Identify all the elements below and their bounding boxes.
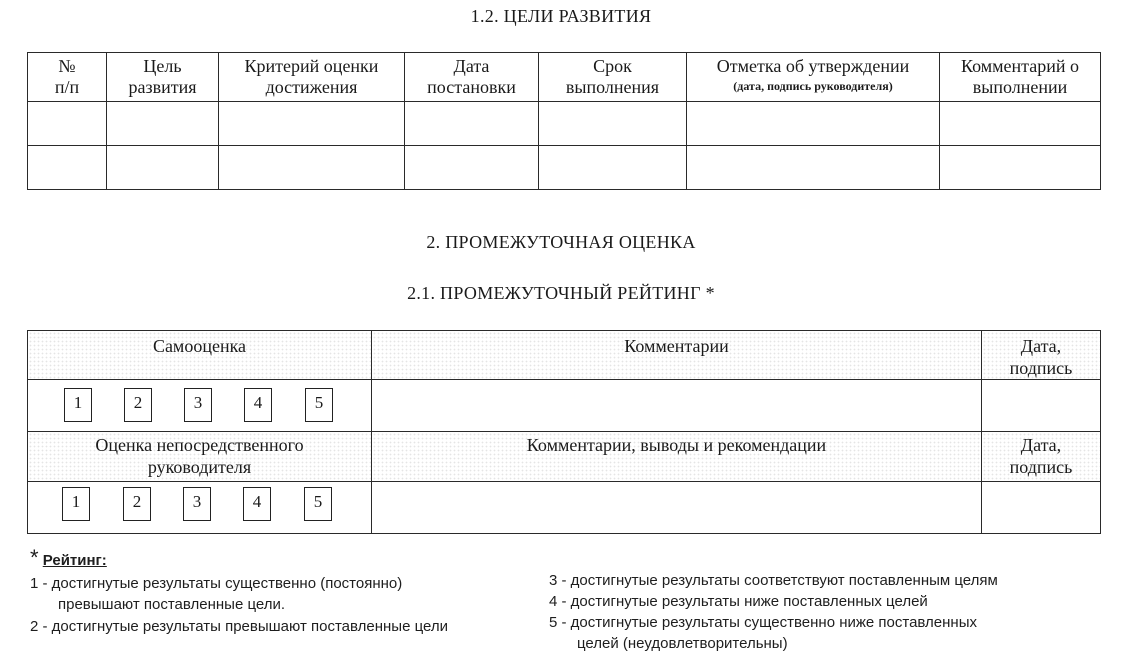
table-cell[interactable] <box>539 102 687 146</box>
col-approval: Отметка об утверждении (дата, подпись руководителя) <box>687 53 940 102</box>
table-cell[interactable] <box>28 146 107 190</box>
col-goal: Цель развития <box>107 53 219 102</box>
self-assessment-header-row <box>28 331 1101 380</box>
self-assessment-label: Самооценка <box>28 331 372 380</box>
self-assessment-row <box>28 380 1101 432</box>
manager-date-signature-label: Дата, подпись <box>982 432 1101 482</box>
col-deadline: Срок выполнения <box>539 53 687 102</box>
manager-header-row <box>28 432 1101 482</box>
table-cell[interactable] <box>107 146 219 190</box>
col-completion-comment: Комментарий о выполнении <box>940 53 1101 102</box>
legend-item-1: 1 - достигнутые результаты существенно (постоянно) превышают поставленные цели. <box>30 575 403 613</box>
manager-rating-2[interactable]: 2 <box>123 487 151 521</box>
self-rating-2[interactable]: 2 <box>124 388 152 422</box>
self-rating-scale <box>28 380 372 432</box>
table-cell[interactable] <box>940 146 1101 190</box>
table-row <box>28 102 1101 146</box>
legend-title: Рейтинг: <box>42 552 107 569</box>
table-cell[interactable] <box>28 102 107 146</box>
manager-comments-cell[interactable] <box>372 482 982 534</box>
table-header-row <box>28 53 1101 102</box>
comments-label: Комментарии <box>372 331 982 380</box>
table-cell[interactable] <box>687 102 940 146</box>
self-rating-1[interactable]: 1 <box>64 388 92 422</box>
interim-rating-table <box>27 330 1101 534</box>
development-goals-table <box>27 52 1101 190</box>
table-cell[interactable] <box>219 102 405 146</box>
section-2-title: 2. ПРОМЕЖУТОЧНАЯ ОЦЕНКА <box>426 232 696 252</box>
table-cell[interactable] <box>405 102 539 146</box>
self-rating-3[interactable]: 3 <box>184 388 212 422</box>
date-signature-label: Дата, подпись <box>982 331 1101 380</box>
self-date-cell[interactable] <box>982 380 1101 432</box>
manager-date-cell[interactable] <box>982 482 1101 534</box>
table-row <box>28 146 1101 190</box>
table-cell[interactable] <box>539 146 687 190</box>
manager-rating-scale <box>28 482 372 534</box>
legend-item-4: 4 - достигнутые результаты ниже поставленных целей <box>549 593 928 610</box>
table-cell[interactable] <box>405 146 539 190</box>
col-set-date: Дата постановки <box>405 53 539 102</box>
table-cell[interactable] <box>687 146 940 190</box>
asterisk: * <box>30 545 39 570</box>
table-cell[interactable] <box>219 146 405 190</box>
manager-rating-4[interactable]: 4 <box>243 487 271 521</box>
col-criterion: Критерий оценки достижения <box>219 53 405 102</box>
rating-legend-title <box>30 547 107 571</box>
manager-assessment-label: Оценка непосредственного руководителя <box>28 432 372 482</box>
manager-assessment-row <box>28 482 1101 534</box>
self-rating-5[interactable]: 5 <box>305 388 333 422</box>
manager-rating-3[interactable]: 3 <box>183 487 211 521</box>
legend-item-3: 3 - достигнутые результаты соответствуют поставленным целям <box>549 572 998 589</box>
legend-item-2: 2 - достигнутые результаты превышают поставленные цели <box>30 618 448 635</box>
manager-rating-1[interactable]: 1 <box>62 487 90 521</box>
section-2-1-title: 2.1. ПРОМЕЖУТОЧНЫЙ РЕЙТИНГ * <box>407 283 715 303</box>
self-comments-cell[interactable] <box>372 380 982 432</box>
manager-rating-5[interactable]: 5 <box>304 487 332 521</box>
legend-item-5: 5 - достигнутые результаты существенно ниже поставленных целей (неудовлетворительны) <box>549 614 977 652</box>
manager-comments-label: Комментарии, выводы и рекомендации <box>372 432 982 482</box>
col-number: № п/п <box>28 53 107 102</box>
table-cell[interactable] <box>107 102 219 146</box>
section-1-2-title: 1.2. ЦЕЛИ РАЗВИТИЯ <box>470 6 652 26</box>
table-cell[interactable] <box>940 102 1101 146</box>
self-rating-4[interactable]: 4 <box>244 388 272 422</box>
